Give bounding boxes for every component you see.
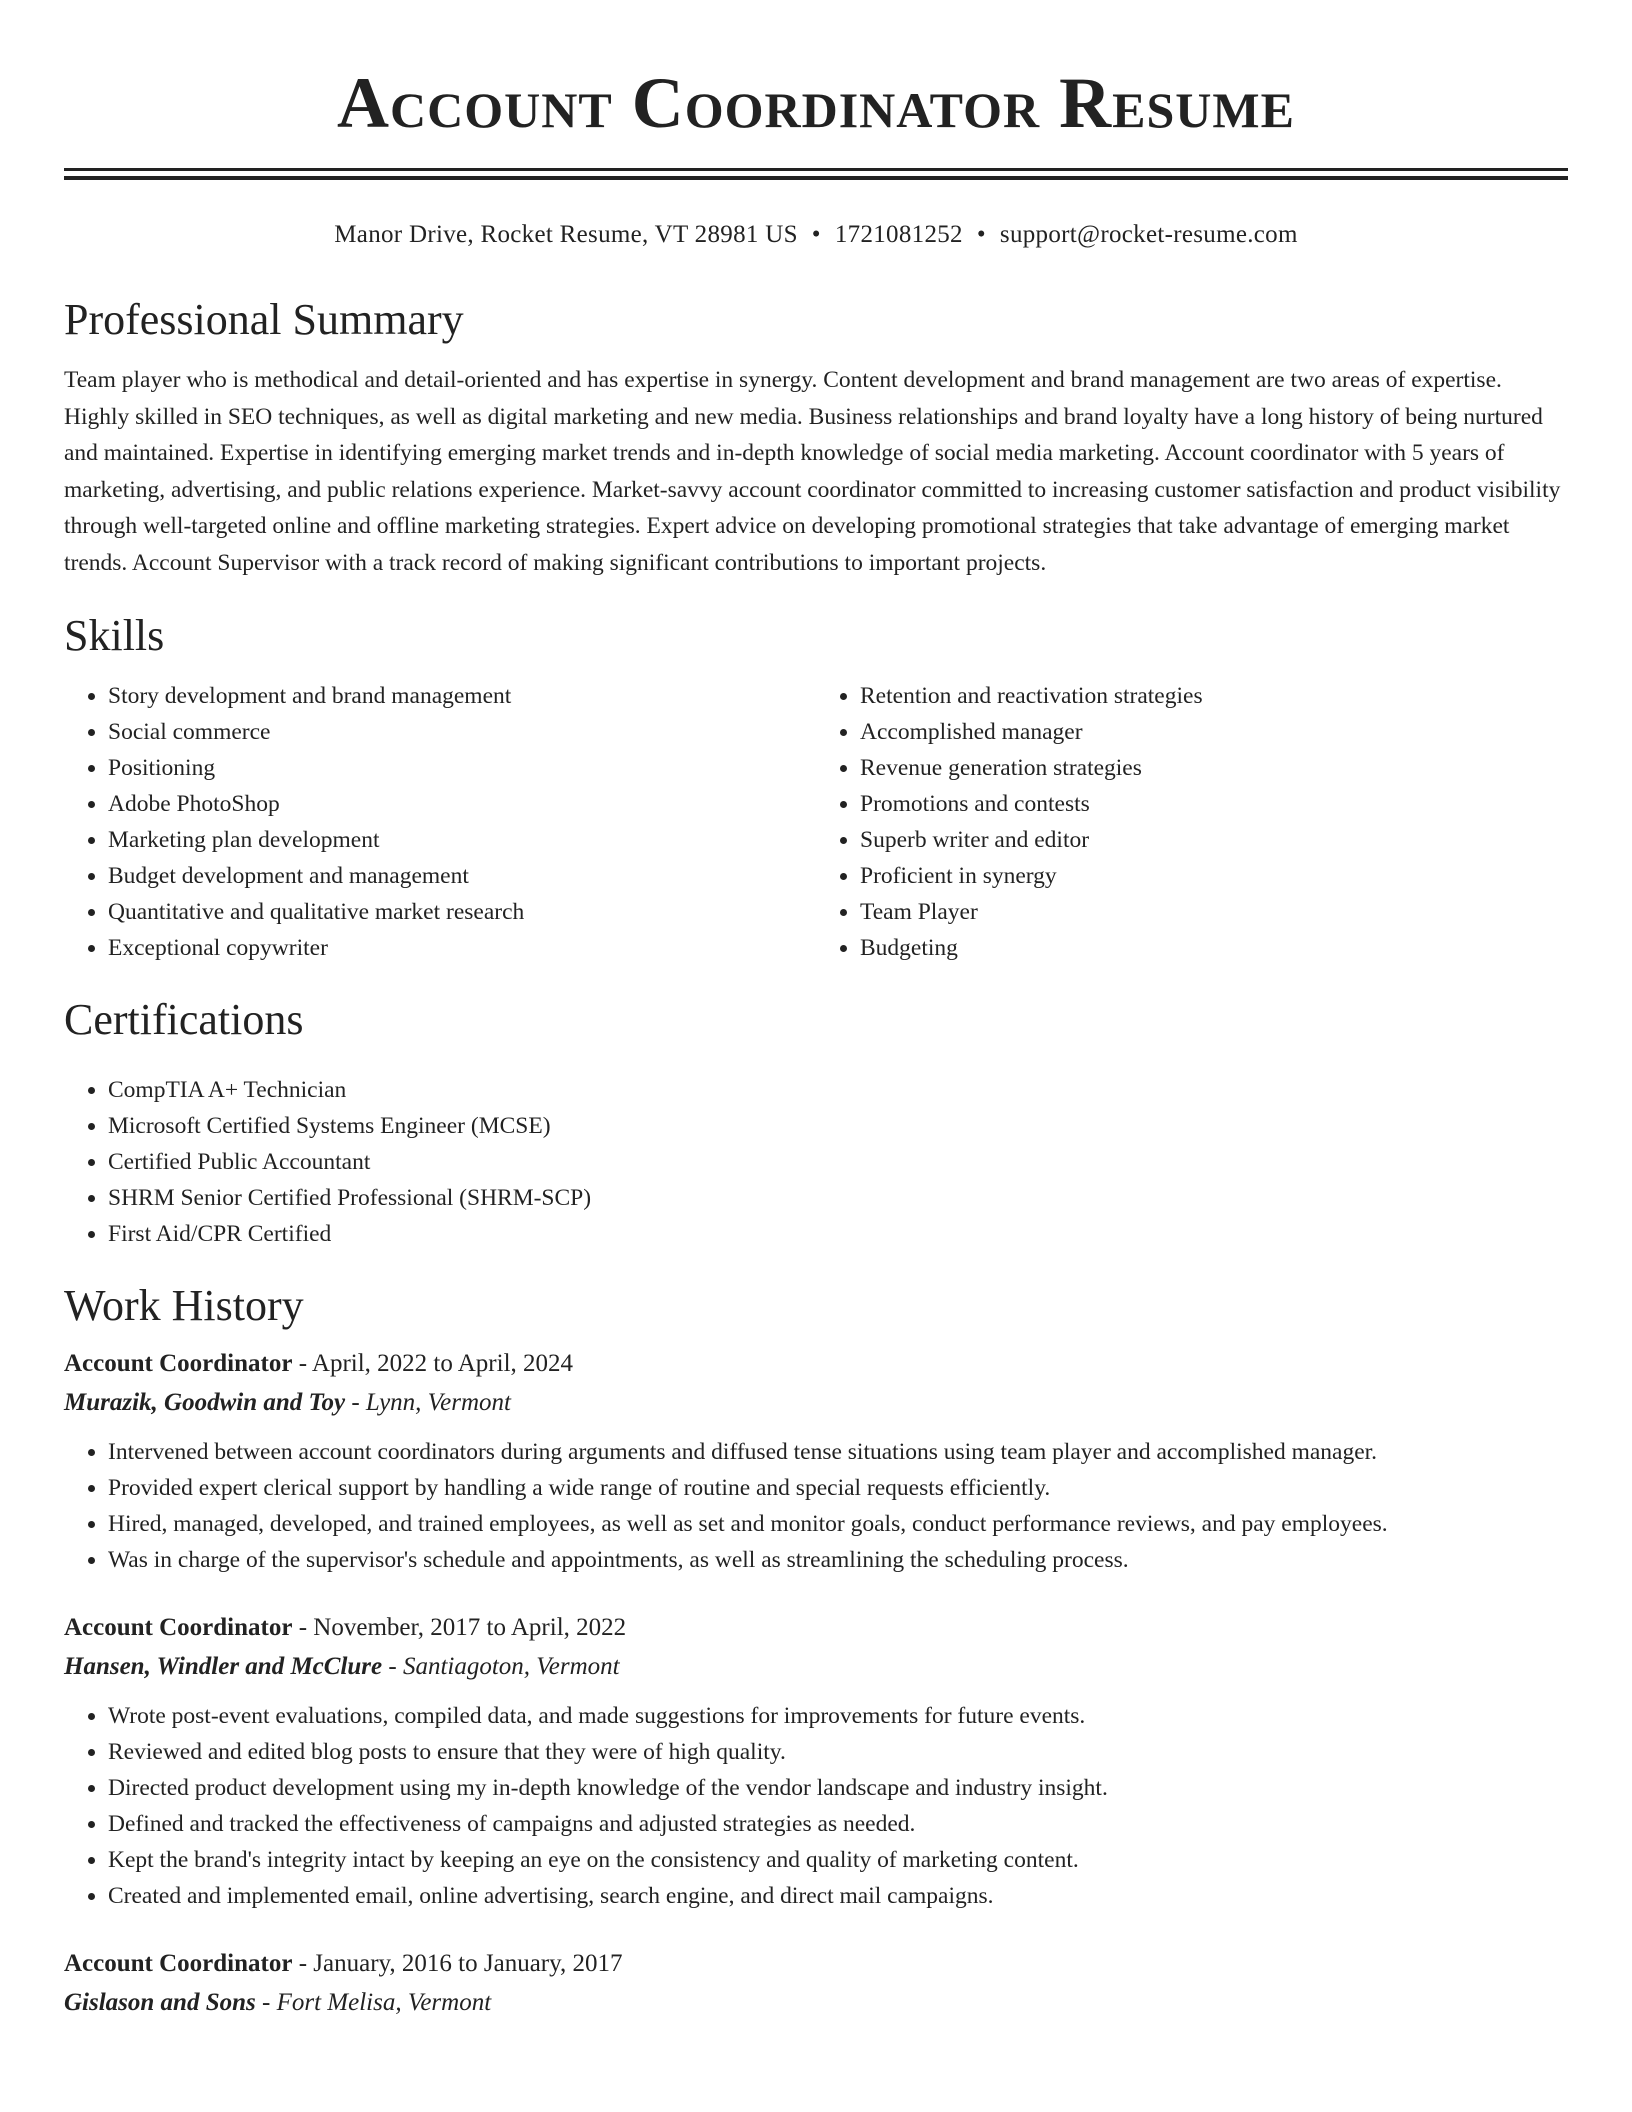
job-company: Gislason and Sons bbox=[64, 1988, 256, 2016]
certification-item: • First Aid/CPR Certified bbox=[108, 1216, 1568, 1252]
certifications-heading: Certifications bbox=[64, 994, 304, 1044]
job-location: - Fort Melisa, Vermont bbox=[255, 1988, 492, 2016]
skill-item: • Adobe PhotoShop bbox=[108, 786, 816, 822]
skill-item: • Team Player bbox=[860, 894, 1568, 930]
certification-item: • CompTIA A+ Technician bbox=[108, 1072, 1568, 1108]
job-title: Account Coordinator bbox=[64, 1949, 293, 1977]
job-duty: • Wrote post-event evaluations, compiled data, and made suggestions for improvements for future events. bbox=[108, 1698, 1568, 1734]
job-dates: - January, 2016 to January, 2017 bbox=[292, 1949, 623, 1977]
job-title-line bbox=[64, 1344, 1568, 1384]
skills-columns bbox=[64, 678, 1568, 966]
job-dates: - April, 2022 to April, 2024 bbox=[292, 1349, 574, 1377]
skill-item: • Marketing plan development bbox=[108, 822, 816, 858]
skill-item: • Promotions and contests bbox=[860, 786, 1568, 822]
job-duties-list bbox=[64, 1698, 1568, 1914]
skills-heading: Skills bbox=[64, 610, 165, 660]
job-entry bbox=[64, 1944, 1568, 2022]
skill-item: • Budgeting bbox=[860, 930, 1568, 966]
job-entry bbox=[64, 1608, 1568, 1914]
summary-text: Team player who is methodical and detail-oriented and has expertise in synergy. Content development and brand management are two areas of expertise. Highly skilled in SEO techniques, as well as digital marketing and new media. Business relationships and brand loyalty have a long history of being nurtured and maintained. Expertise in identifying emerging market trends and in-depth knowledge of social media marketing. Account coordinator with 5 years of marketing, advertising, and public relations experience. Market-savvy account coordinator committed to increasing customer satisfaction and product visibility through well-targeted online and offline marketing strategies. Expert advice on developing promotional strategies that take advantage of emerging market trends. Account Supervisor with a track record of making significant contributions to important projects. bbox=[64, 367, 1561, 576]
skill-item: • Proficient in synergy bbox=[860, 858, 1568, 894]
certification-item: • SHRM Senior Certified Professional (SHRM-SCP) bbox=[108, 1180, 1568, 1216]
job-location: - Lynn, Vermont bbox=[345, 1388, 511, 1416]
resume-title: Account Coordinator Resume bbox=[337, 63, 1295, 143]
job-dates: - November, 2017 to April, 2022 bbox=[292, 1613, 627, 1641]
job-company-line bbox=[64, 1384, 1568, 1422]
job-duty: • Hired, managed, developed, and trained employees, as well as set and monitor goals, conduct performance reviews, and pay employees. bbox=[108, 1506, 1568, 1542]
skill-item: • Exceptional copywriter bbox=[108, 930, 816, 966]
title-rule-bottom bbox=[64, 176, 1568, 180]
job-company-line bbox=[64, 1648, 1568, 1686]
job-duty: • Kept the brand's integrity intact by keeping an eye on the consistency and quality of marketing content. bbox=[108, 1842, 1568, 1878]
contact-separator: • bbox=[976, 221, 986, 248]
job-duty: • Created and implemented email, online advertising, search engine, and direct mail campaigns. bbox=[108, 1878, 1568, 1914]
job-duty: • Provided expert clerical support by handling a wide range of routine and special requests efficiently. bbox=[108, 1470, 1568, 1506]
skills-list-left bbox=[64, 678, 816, 966]
job-duty: • Directed product development using my in-depth knowledge of the vendor landscape and industry insight. bbox=[108, 1770, 1568, 1806]
skill-item: • Accomplished manager bbox=[860, 714, 1568, 750]
skill-item: • Quantitative and qualitative market research bbox=[108, 894, 816, 930]
work-history-heading: Work History bbox=[64, 1280, 304, 1330]
title-rule-top bbox=[64, 168, 1568, 171]
skill-item: • Social commerce bbox=[108, 714, 816, 750]
job-duty: • Reviewed and edited blog posts to ensure that they were of high quality. bbox=[108, 1734, 1568, 1770]
contact-phone: 1721081252 bbox=[834, 221, 963, 248]
contact-separator: • bbox=[811, 221, 821, 248]
skill-item: • Retention and reactivation strategies bbox=[860, 678, 1568, 714]
job-location: - Santiagoton, Vermont bbox=[382, 1652, 620, 1680]
job-company-line bbox=[64, 1984, 1568, 2022]
job-entry bbox=[64, 1344, 1568, 1578]
job-duty: • Defined and tracked the effectiveness of campaigns and adjusted strategies as needed. bbox=[108, 1806, 1568, 1842]
certification-item: • Certified Public Accountant bbox=[108, 1144, 1568, 1180]
contact-email: support@rocket-resume.com bbox=[999, 221, 1298, 248]
skill-item: • Budget development and management bbox=[108, 858, 816, 894]
job-title-line bbox=[64, 1608, 1568, 1648]
job-duties-list bbox=[64, 1434, 1568, 1578]
skill-item: • Revenue generation strategies bbox=[860, 750, 1568, 786]
resume-page bbox=[64, 0, 1568, 2022]
job-duty: • Was in charge of the supervisor's schedule and appointments, as well as streamlining the scheduling process. bbox=[108, 1542, 1568, 1578]
job-company: Murazik, Goodwin and Toy bbox=[64, 1388, 346, 1416]
contact-line bbox=[64, 218, 1568, 252]
certifications-list bbox=[64, 1072, 1568, 1252]
job-company: Hansen, Windler and McClure bbox=[64, 1652, 383, 1680]
job-title: Account Coordinator bbox=[64, 1613, 293, 1641]
skills-list-right bbox=[816, 678, 1568, 966]
summary-heading: Professional Summary bbox=[64, 295, 464, 344]
skill-item: • Positioning bbox=[108, 750, 816, 786]
job-title-line bbox=[64, 1944, 1568, 1984]
certification-item: • Microsoft Certified Systems Engineer (MCSE) bbox=[108, 1108, 1568, 1144]
contact-address: Manor Drive, Rocket Resume, VT 28981 US bbox=[334, 221, 798, 248]
job-duty: • Intervened between account coordinators during arguments and diffused tense situations using team player and accomplished manager. bbox=[108, 1434, 1568, 1470]
job-title: Account Coordinator bbox=[64, 1349, 293, 1377]
skill-item: • Superb writer and editor bbox=[860, 822, 1568, 858]
skill-item: • Story development and brand management bbox=[108, 678, 816, 714]
